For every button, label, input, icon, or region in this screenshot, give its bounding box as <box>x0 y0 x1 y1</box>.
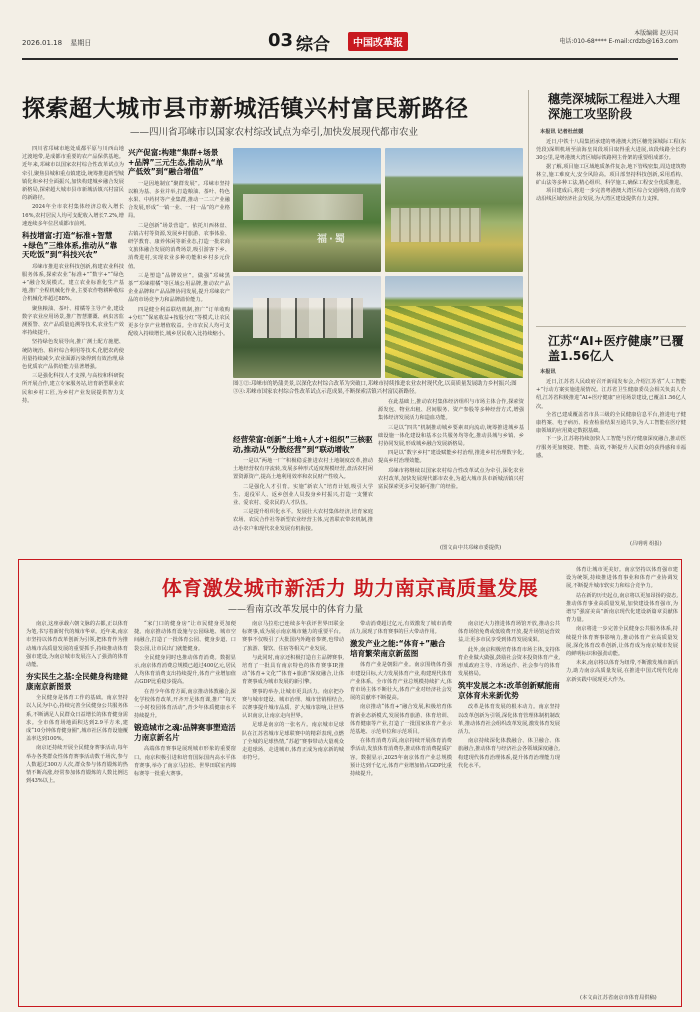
headline-top-story: 探索超大城市县市新城活镇兴村富民新路径 <box>22 96 469 122</box>
paragraph: 与此同时,南京还积极打造自主品牌赛事,培育了一批具有南京特色的体育赛事IP,推动“体育+文化”“体育+旅游”深度融合,让体育赛事成为城市发展的新引擎。 <box>242 654 344 686</box>
paragraph: 四是以“数字乡村”建设赋能乡村治理,推进乡村治理数字化,提高乡村治理效能。 <box>378 450 524 465</box>
byline: 本报讯 记者杜丝媛 <box>540 129 584 135</box>
paragraph: 邛崃市将继续以国家农村综合性改革试点为牵引,深化农业农村改革,加快发展现代都市农业,为超大城市县市新城活镇兴村富民探索更多可复制可推广的经验。 <box>378 467 524 491</box>
paragraph: 近日,江苏省人民政府召开新闻发布会,介绍江苏省“人工智能+”行动方案实施进展情况。江苏省卫生健康委员会相关负责人介绍,江苏省积极推进“AI+医疗健康”应用场景建设,已覆盖1.56亿人次。 <box>536 379 686 410</box>
photo-credit: (图文由中共邛崃市委提供) <box>440 545 502 551</box>
article-separator <box>536 326 686 327</box>
paragraph: 全民健身是体育工作的基础。南京坚持以人民为中心,持续完善全民健身公共服务体系,不断满足人民群众日益增长的体育健身需求。全市体育场地面积达到2.9平方米,建成“10分钟体育健身圈”,城市社区体育设施覆盖率达到100%。 <box>26 695 128 743</box>
paragraph: 一是因地制宜“聚群发展”。邛崃市坚持以粮为基、多业并举,打造粮油、茶叶、特色水果、中药材等产业集群,推动一二三产业融合发展,形成“一镇一业、一村一品”的产业格局。 <box>128 180 230 220</box>
paragraph: 南京马拉松已连续多年获评世界田联金标赛事,成为展示南京城市魅力的重要平台。赛事不仅吸引了大批国内外跑者参赛,也带动了旅游、餐饮、住宿等相关产业发展。 <box>242 621 344 652</box>
paragraph: 近日,中铁十八局集团承建的粤港澳大湾区穗莞深城际工程(东莞段)深圳机场至前海皇岗段项目取得重大进展,该段线路全长约30公里,是粤港澳大湾区城际铁路网主骨架的重要组成部分。 <box>536 139 686 162</box>
paragraph: 2024年全市农村集体经济总收入增长16%,农村居民人均可支配收入增长7.2%,增速连续多年位居成都市前列。 <box>22 204 124 227</box>
date: 2026.01.18 <box>22 39 63 47</box>
paragraph: 二是强化人才引育。实施“新农人”培育计划,吸引大学生、退役军人、返乡创业人员投身乡村振兴,打造一支懂农业、爱农村、爱农民的人才队伍。 <box>233 483 373 507</box>
paragraph: 南京推动“体育+”融合发展,积极培育体育新业态新模式,发展体育旅游、体育培训、体育健康等产业,打造了一批国家体育产业示范基地、示范单位和示范项目。 <box>350 704 452 736</box>
paragraph: 四川省邛崃市地处成都平原与川西山地过渡地带,是成都市重要的农产品保供基地。近年来,邛崃市以国家农村综合性改革试点为牵引,聚焦县城和重点镇建设,统筹推进新型城镇化和乡村全面振兴,加快构建城乡融合发展新格局,探索超大城市县市新城活镇兴村富民的新路径。 <box>22 146 124 202</box>
section-heading: 科技增富:打造“标准+智慧+绿色”三维体系,推动从“靠天吃饭”到“科技兴农” <box>22 231 118 260</box>
weekday: 星期日 <box>70 39 92 47</box>
feature-column-5 <box>458 620 560 1000</box>
paragraph: 在青少年体育方面,南京推动体教融合,深化学校体育改革,开齐开足体育课,推广“每天一小时校园体育活动”,青少年体质健康水平持续提升。 <box>134 688 236 720</box>
article-column-4 <box>378 398 524 544</box>
article-ai-healthcare <box>536 378 686 538</box>
section-heading: 筑牢发展之本:改革创新赋能南京体育未来新优势 <box>458 681 560 700</box>
paragraph: 高端体育赛事是展现城市形象的重要窗口。南京积极引进和培育国际国内高水平体育赛事,举办了南京马拉松、世界田联室内锦标赛等一批重大赛事。 <box>134 746 236 778</box>
section-heading: 激发产业之能:“体育+”融合培育繁荣南京新蓝图 <box>350 639 446 658</box>
paragraph: 带动消费超过亿元,有效激发了城市消费活力,展现了体育赛事的巨大带动作用。 <box>350 621 452 636</box>
paragraph: 据了解,项目施工区域地质条件复杂,地下管线密集,周边建筑物林立,施工难度大,安全风险高。项目部坚持科技创新,采用盾构、矿山法等多种工法,精心组织、科学施工,确保工程安全优质推进。 <box>536 163 686 187</box>
paragraph: 三是塑造“品牌效应”。做强“邛崃黑茶”“邛崃柑橘”等区域公用品牌,推动农产品企业品牌和产品品牌协同发展,提升邛崃农产品的市场竞争力和品牌溢价能力。 <box>128 272 230 304</box>
photo-town-fields <box>385 148 523 272</box>
photo-traditional-buildings <box>233 276 381 378</box>
paragraph: 赛事的举办,让城市更具活力。南京把办赛与城市建设、城市治理、城市营销相结合,以赛事提升城市品质、扩大城市影响,让世界认识南京,让南京走向世界。 <box>242 688 344 720</box>
paragraph: 改革是体育发展的根本动力。南京坚持以改革创新为引领,深化体育管理体制机制改革,推动体育社会组织改革发展,激发体育发展活力。 <box>458 704 560 736</box>
feature-column-2 <box>134 620 236 1000</box>
paragraph: 坚持绿色发展导向,推广测土配方施肥、统防统治、秸秆综合利用等技术,化肥农药使用量持续减少,农业面源污染得到有效治理,绿色优质农产品供给能力显著增强。 <box>22 339 124 370</box>
article-column-2 <box>128 145 230 555</box>
photo-caption: 图①②:邛崃市的奶蒲美景,以深化农村综合改革为突破口,邛崃市持续推进农业农村现代化,以高质量发展助力乡村振兴;图③④:邛崃市国家农村综合性改革试点示范成果,不断探索活镇兴村富民新路径。 <box>233 381 517 395</box>
newspaper-logo: 中国改革报 <box>348 32 408 51</box>
paragraph: 三是以“四共”机制推动城乡要素双向流动,统筹推进城乡基础设施一体化建设和基本公共服务均等化,推动县城与乡镇、乡村协同发展,形成城乡融合发展新格局。 <box>378 424 524 448</box>
paragraph: 四是健全利益联结机制,推广“订单收购+分红”“保底收益+按股分红”等模式,让农民更多分享产业增值收益。全市农民人均可支配收入持续增长,城乡居民收入比持续缩小。 <box>128 306 230 338</box>
paragraph: “家门口的健身房”让市民健身更加便捷。南京推动体育设施与公园绿地、城市空间融合,打造了一批体育公园、健身步道、口袋公园,让市民出门就能健身。 <box>134 621 236 652</box>
section-heading: 经营荣富:创新“土地+人才+组织”三核驱动,推动从“分散经营”到“联动增收” <box>233 435 373 454</box>
paragraph: 项目建成后,将进一步完善粤港澳大湾区综合交通网络,有效带动沿线区域经济社会发展,为大湾区建设提供有力支撑。 <box>536 188 686 203</box>
photo-collage <box>233 148 523 378</box>
byline: 本报讯 <box>540 369 556 375</box>
photo-watermark: 福·蜀 <box>317 234 347 245</box>
issue-date <box>22 38 97 48</box>
paragraph: 三是强化科技人才支撑,与高校和科研院所开展合作,建立专家服务站,培育新型职业农民和乡村工匠,为乡村产业发展提供智力支持。 <box>22 373 124 404</box>
paragraph: 二是创新“场景营造”。依托川西林盘、古镇古村等资源,发展乡村旅游、农事体验、研学教育、康养休闲等新业态,打造一批农商文旅体融合发展的消费场景,吸引游客下乡、消费进村,实现农业多种功能和乡村多元价值。 <box>128 222 230 270</box>
contact-email: 电话:010-68**** E-mail:crdzb@163.com <box>559 38 678 45</box>
paragraph: 足球是南京的一张名片。南京城市足球队在江苏省城市足球联赛中的精彩表现,点燃了全城的足球热情,“苏超”赛事带动大量观众走进球场、走进城市,体育正成为南京新的城市符号。 <box>242 722 344 762</box>
headline-rail-construction: 穗莞深城际工程进入大理深施工攻坚阶段 <box>548 92 681 121</box>
section-heading: 兴产促富:构建“集群+场景+品牌”三元生态,推动从“单产低效”到“融合增值” <box>128 148 224 176</box>
paragraph: 站在新的历史起点,南京将以更加昂扬的姿态,推动体育事业高质量发展,加快建设体育强市,为谱写“强富美高”新南京现代化建设新篇章贡献体育力量。 <box>566 592 678 624</box>
article-rail-construction <box>536 138 686 322</box>
subheadline-feature: ——看南京改革发展中的体育力量 <box>228 605 364 615</box>
paragraph: 体育产业是朝阳产业。南京围绕体育强市建设目标,大力发展体育产业,构建现代体育产业体系。全市体育产业总规模持续扩大,体育市场主体不断壮大,体育产业对经济社会发展的贡献率不断提高。 <box>350 662 452 702</box>
feature-column-4 <box>350 620 452 1000</box>
paragraph: 在此基础上,推动农村集体经济组织与市场主体合作,探索资源发包、物业出租、居间服务、资产参股等多种经营方式,增强集体经济发展活力和造血功能。 <box>378 399 524 422</box>
page-number: 03 <box>268 30 294 51</box>
headline-feature: 体育激发城市新活力 助力南京高质量发展 <box>161 576 539 600</box>
photo-village-landscape <box>233 148 381 272</box>
paragraph: 南京还持续开展全民健身赛事活动,每年举办各类群众性体育赛事活动数千场次,参与人数超过300万人次,群众参与体育锻炼的热情不断高涨,经常参加体育锻炼的人数比例达到43%以上。 <box>26 745 128 785</box>
feature-column-6 <box>566 566 678 994</box>
header-rule <box>22 58 678 60</box>
paragraph: 全民健身同时也推动体育消费。数据显示,南京体育消费总规模已超过400亿元,居民人均体育消费支出持续提升,体育产业增加值占GDP比重稳步提高。 <box>134 654 236 686</box>
paragraph: 聚焦粮油、茶叶、柑橘等主导产业,建设数字农业应用场景,推广智慧灌溉、病虫害监测预警、农产品质量追溯等技术,农业生产效率持续提升。 <box>22 305 124 337</box>
paragraph: 体育让城市更美好。南京坚持以体育强市建设为统领,持续推进体育事业和体育产业协调发展,不断提升城市软实力和综合竞争力。 <box>566 567 678 590</box>
feature-credit: (本文由江苏省南京市体育局供稿) <box>580 995 657 1001</box>
paragraph: 全省已建成覆盖省市县三级的全民健康信息平台,推进电子健康档案、电子病历、检查检验结果互通共享,为人工智能在医疗健康领域的应用奠定数据基础。 <box>536 411 686 435</box>
paragraph: 南京还大力推进体育场馆开放,推动公共体育场馆免费或低收费开放,提升场馆运营效益,让更多市民享受到体育发展成果。 <box>458 621 560 644</box>
paragraph: 南京将进一步完善全民健身公共服务体系,持续提升体育赛事影响力,推动体育产业高质量发展,深化体育改革创新,让体育成为南京城市发展的鲜明标识和强劲动能。 <box>566 626 678 658</box>
section-heading: 锻造城市之魂:品牌赛事塑造活力南京新名片 <box>134 723 236 742</box>
paragraph: 南京持续深化体教融合、体卫融合、体旅融合,推动体育与经济社会各领域深度融合,构建现代体育治理体系,提升体育治理能力现代化水平。 <box>458 738 560 769</box>
subheadline-top-story: ——四川省邛崃市以国家农村综改试点为牵引,加快发展现代都市农业 <box>130 127 419 138</box>
paragraph: 未来,南京将以体育为纽带,不断激发城市新活力,助力南京高质量发展,在推进中国式现代化南京新实践中展现更大作为。 <box>566 660 678 683</box>
paragraph: 在体育消费方面,南京持续开展体育消费季活动,发放体育消费券,推动体育消费提质扩容。数据显示,2025年南京体育产业总规模预计达到千亿元,体育产业增加值占GDP比重持续提升。 <box>350 738 452 778</box>
paragraph: 此外,南京积极培育体育市场主体,支持体育企业做大做强,鼓励社会资本投资体育产业,形成政府主导、市场运作、社会参与的体育发展格局。 <box>458 646 560 678</box>
paragraph: 南京,这座承载六朝文脉的古都,正以体育为笔,书写着新时代的城市华章。近年来,南京市坚持以体育改革创新为引领,把体育作为推动城市高质量发展的重要抓手,持续推动体育强市建设,为南京城市发展注入了强劲的体育动能。 <box>26 621 128 669</box>
section-heading: 夯实民生之基:全民健身构建健康南京新图景 <box>26 672 128 691</box>
editor-line: 本版编辑 赵庆国 <box>634 30 678 37</box>
paragraph: 三是提升组织化水平。发展壮大农村集体经济,培育家庭农场、农民合作社等新型农业经营主体,完善联农带农机制,推动小农户和现代农业发展有机衔接。 <box>233 509 373 532</box>
photo-rapeseed-fields <box>385 276 523 378</box>
masthead <box>0 28 700 56</box>
paragraph: 邛崃市推进农业科技创新,构建农业科技服务体系,探索农业“标准+”“数字+”“绿色+”融合发展模式。建立农业标准化生产基地,推广全程机械化作业,主要农作物耕种收综合机械化率超过88%。 <box>22 263 124 303</box>
editor-info <box>559 30 678 46</box>
paragraph: 下一步,江苏将持续加快人工智能与医疗健康深度融合,推动医疗服务更加便捷、智能、高效,不断提升人民群众的获得感和幸福感。 <box>536 436 686 459</box>
feature-column-1 <box>26 620 128 1000</box>
headline-ai-healthcare: 江苏“AI+医疗健康”已覆盖1.56亿人 <box>548 334 684 363</box>
article-column-3 <box>233 432 373 554</box>
article-column-1 <box>22 145 124 555</box>
column-divider <box>528 90 529 430</box>
paragraph: 一是以“两地一厂”积极稳妥推进农村土地制度改革,推动土地经营权有序流转,发展多种形式适度规模经营,盘活农村闲置资源资产,提高土地利用效率和农民财产性收入。 <box>233 458 373 481</box>
section-name: 综合 <box>296 35 330 55</box>
feature-column-3 <box>242 620 344 1000</box>
reporter-credit: (吕明明 组报) <box>630 541 662 547</box>
